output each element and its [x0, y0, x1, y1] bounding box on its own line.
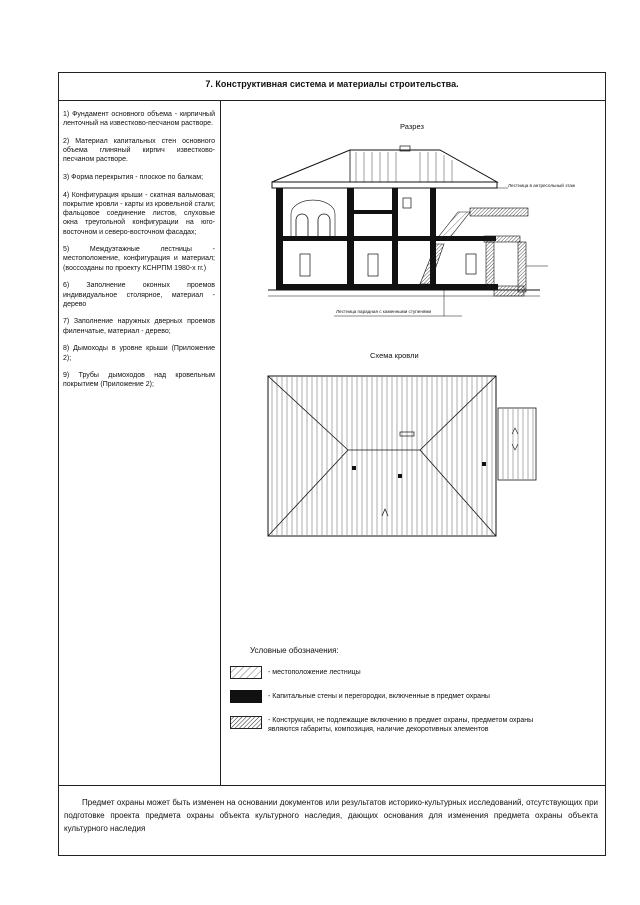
list-item: 9) Трубы дымоходов над кровельным покрытием (Приложение 2);	[63, 372, 215, 389]
legend-title: Условные обозначения:	[250, 646, 339, 655]
list-item: 3) Форма перекрытия - плоское по балкам;	[63, 174, 204, 182]
legend-label-stair: - местоположение лестницы	[268, 669, 361, 676]
roof-seam-lines	[272, 377, 533, 535]
section-drawing-title: Разрез	[400, 122, 424, 131]
list-item: 4) Конфигурация крыши - скатная вальмовая; покрытие кровли - карты из кровельной стали; фальцовое соединение листов, слуховые окна треугольной конфигурации на юго-восточном и северо-восточном фасадах;	[63, 191, 215, 236]
legend-label-structures: - Конструкции, не подлежащие включению в предмет охраны, предметом охраны являются габариты, композиция, наличие декоротивных элементов	[268, 717, 534, 733]
roof-scheme-title: Схема кровли	[370, 351, 419, 360]
list-item: 5) Междуэтажные лестницы - местоположение, конфигурация и материал; (воссозданы по проекту КСНРПМ 1980-х гг.)	[63, 246, 215, 272]
legend-swatch-structures	[230, 716, 262, 729]
footer-note: Предмет охраны может быть изменен на основании документов или результатов историко-культурных исследований, отсутствующих при подготовке проекта предмета охраны объекта культурного наследия, дающих основания для изменения предмета охраны объекта культурного наследия	[64, 798, 598, 833]
list-item: 7) Заполнение наружных дверных проемов филенчатые, материал - дерево;	[63, 318, 215, 335]
mezzanine-stair-callout: Лестница в антресольный этаж	[508, 183, 576, 188]
section-title: 7. Конструктивная система и материалы строительства.	[205, 79, 459, 89]
main-stair-callout: Лестница парадная с каменными ступенями	[336, 309, 432, 314]
legend-swatch-stair	[230, 666, 262, 679]
list-item: 1) Фундамент основного объема - кирпичный ленточный на известково-песчаном растворе.	[63, 111, 215, 128]
list-item: 2) Материал капитальных стен основного объема глиняный кирпич известково-песчаном растворе.	[63, 137, 215, 164]
list-item: 8) Дымоходы в уровне крыши (Приложение 2);	[63, 345, 215, 362]
legend-label-walls: - Капитальные стены и перегородки, включенные в предмет охраны	[268, 693, 490, 700]
list-item: 6) Заполнение оконных проемов индивидуальное столярное, материал - дерево	[63, 282, 215, 308]
legend-swatch-walls	[230, 690, 262, 703]
